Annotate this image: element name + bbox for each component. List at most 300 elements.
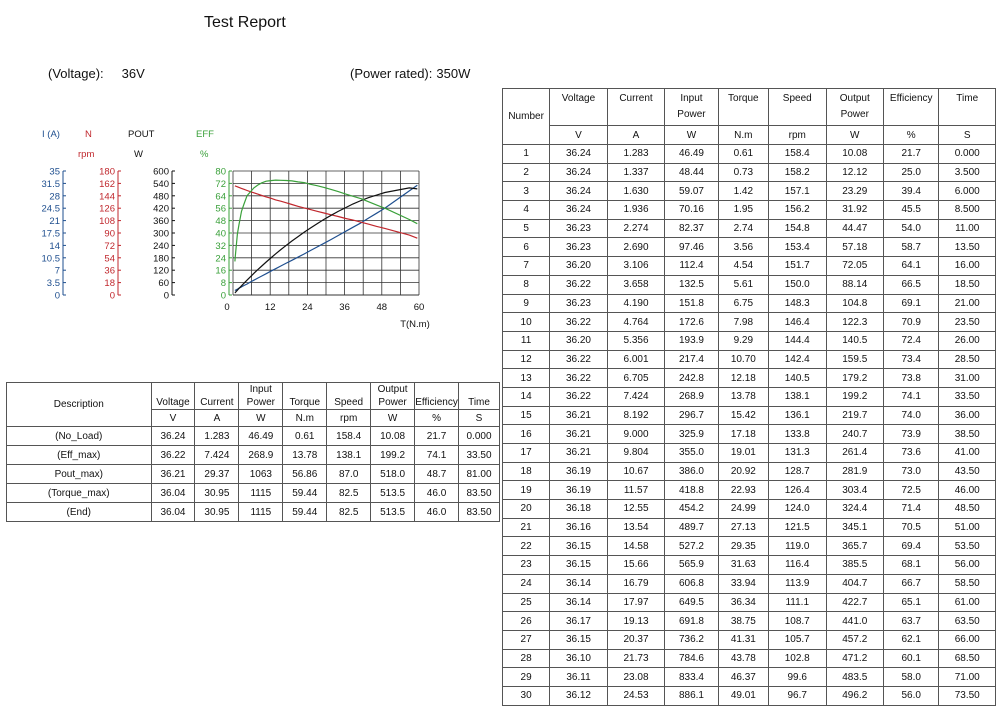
summary-cell: Pout_max) xyxy=(7,465,152,484)
data-cell: 70.16 xyxy=(665,201,718,220)
eff-tick-label: 48 xyxy=(215,216,226,228)
data-cell: 36.10 xyxy=(550,649,608,668)
data-cell: 105.7 xyxy=(768,630,826,649)
current-tick-label: 14 xyxy=(49,240,60,252)
speed-axis-unit: rpm xyxy=(78,149,95,160)
data-cell: 1.630 xyxy=(607,182,665,201)
data-cell: 10.67 xyxy=(607,462,665,481)
data-cell: 68.1 xyxy=(884,556,939,575)
summary-cell: 59.44 xyxy=(283,503,327,522)
data-cell: 140.5 xyxy=(768,369,826,388)
data-cell: 46.37 xyxy=(718,668,768,687)
test-data-table xyxy=(502,88,996,706)
summary-unit-7: % xyxy=(415,410,459,427)
pout-tick-label: 120 xyxy=(153,265,169,277)
data-cell: 281.9 xyxy=(826,462,884,481)
data-cell: 69.4 xyxy=(884,537,939,556)
data-cell: 25.0 xyxy=(884,163,939,182)
summary-header-0: Description xyxy=(7,383,152,427)
data-cell: 3 xyxy=(503,182,550,201)
data-cell: 121.5 xyxy=(768,518,826,537)
data-cell: 104.8 xyxy=(826,294,884,313)
data-cell: 88.14 xyxy=(826,275,884,294)
data-cell: 33.50 xyxy=(939,387,996,406)
data-cell: 62.1 xyxy=(884,630,939,649)
speed-tick-label: 72 xyxy=(104,240,115,252)
current-tick-label: 31.5 xyxy=(41,178,60,190)
data-cell: 18 xyxy=(503,462,550,481)
data-cell: 82.37 xyxy=(665,219,718,238)
table-row xyxy=(503,574,996,593)
data-unit-1: V xyxy=(550,126,608,145)
data-cell: 148.3 xyxy=(768,294,826,313)
data-cell: 58.0 xyxy=(884,668,939,687)
data-cell: 496.2 xyxy=(826,686,884,705)
data-cell: 11 xyxy=(503,331,550,350)
table-row xyxy=(503,630,996,649)
data-cell: 483.5 xyxy=(826,668,884,687)
summary-cell: 30.95 xyxy=(195,484,239,503)
data-cell: 74.1 xyxy=(884,387,939,406)
data-cell: 6 xyxy=(503,238,550,257)
data-cell: 24.53 xyxy=(607,686,665,705)
summary-unit-5: rpm xyxy=(327,410,371,427)
data-cell: 53.50 xyxy=(939,537,996,556)
summary-header-8: Time xyxy=(459,383,500,410)
summary-unit-8: S xyxy=(459,410,500,427)
data-header-1: Voltage xyxy=(550,89,608,126)
data-cell: 0.000 xyxy=(939,145,996,164)
data-cell: 51.00 xyxy=(939,518,996,537)
data-cell: 38.50 xyxy=(939,425,996,444)
pout-tick-label: 540 xyxy=(153,178,169,190)
data-cell: 36.15 xyxy=(550,537,608,556)
data-cell: 73.0 xyxy=(884,462,939,481)
data-cell: 116.4 xyxy=(768,556,826,575)
table-row xyxy=(7,427,500,446)
summary-cell: 56.86 xyxy=(283,465,327,484)
table-row xyxy=(7,503,500,522)
summary-header-5: Speed xyxy=(327,383,371,410)
table-row xyxy=(503,556,996,575)
summary-cell: (Eff_max) xyxy=(7,446,152,465)
data-cell: 8.192 xyxy=(607,406,665,425)
data-cell: 73.4 xyxy=(884,350,939,369)
performance-chart xyxy=(0,120,440,340)
summary-cell: 46.0 xyxy=(415,503,459,522)
data-unit-2: A xyxy=(607,126,665,145)
data-header-6: Output Power xyxy=(826,89,884,126)
pout-tick-label: 360 xyxy=(153,216,169,228)
summary-cell: 87.0 xyxy=(327,465,371,484)
summary-cell: 0.61 xyxy=(283,427,327,446)
data-cell: 36.21 xyxy=(550,444,608,463)
data-cell: 261.4 xyxy=(826,444,884,463)
data-cell: 59.07 xyxy=(665,182,718,201)
data-cell: 296.7 xyxy=(665,406,718,425)
x-tick-label: 60 xyxy=(413,302,425,313)
data-cell: 16.79 xyxy=(607,574,665,593)
data-cell: 112.4 xyxy=(665,257,718,276)
data-cell: 29.35 xyxy=(718,537,768,556)
data-cell: 833.4 xyxy=(665,668,718,687)
data-cell: 16 xyxy=(503,425,550,444)
data-cell: 20.37 xyxy=(607,630,665,649)
data-cell: 4.54 xyxy=(718,257,768,276)
summary-cell: 513.5 xyxy=(371,484,415,503)
data-cell: 128.7 xyxy=(768,462,826,481)
summary-cell: 48.7 xyxy=(415,465,459,484)
data-cell: 11.00 xyxy=(939,219,996,238)
data-cell: 73.50 xyxy=(939,686,996,705)
data-cell: 28.50 xyxy=(939,350,996,369)
data-cell: 126.4 xyxy=(768,481,826,500)
data-cell: 31.00 xyxy=(939,369,996,388)
data-unit-5: rpm xyxy=(768,126,826,145)
data-cell: 140.5 xyxy=(826,331,884,350)
data-cell: 12.12 xyxy=(826,163,884,182)
data-cell: 33.94 xyxy=(718,574,768,593)
summary-unit-4: N.m xyxy=(283,410,327,427)
data-cell: 24.99 xyxy=(718,500,768,519)
table-row xyxy=(503,649,996,668)
data-cell: 355.0 xyxy=(665,444,718,463)
data-cell: 56.00 xyxy=(939,556,996,575)
data-cell: 26.00 xyxy=(939,331,996,350)
data-cell: 36.12 xyxy=(550,686,608,705)
eff-tick-label: 72 xyxy=(215,178,226,190)
data-cell: 9.000 xyxy=(607,425,665,444)
data-cell: 20 xyxy=(503,500,550,519)
data-cell: 36.22 xyxy=(550,369,608,388)
data-cell: 3.658 xyxy=(607,275,665,294)
data-cell: 73.8 xyxy=(884,369,939,388)
data-cell: 151.7 xyxy=(768,257,826,276)
data-cell: 26 xyxy=(503,612,550,631)
data-cell: 36.20 xyxy=(550,331,608,350)
data-cell: 21.73 xyxy=(607,649,665,668)
data-cell: 5.61 xyxy=(718,275,768,294)
data-cell: 133.8 xyxy=(768,425,826,444)
data-cell: 56.0 xyxy=(884,686,939,705)
summary-cell: 1115 xyxy=(239,503,283,522)
data-cell: 132.5 xyxy=(665,275,718,294)
table-row xyxy=(7,446,500,465)
speed-tick-label: 0 xyxy=(109,290,115,302)
data-cell: 45.5 xyxy=(884,201,939,220)
data-cell: 36.24 xyxy=(550,201,608,220)
x-tick-label: 24 xyxy=(302,302,313,313)
data-cell: 14.58 xyxy=(607,537,665,556)
data-cell: 119.0 xyxy=(768,537,826,556)
data-cell: 303.4 xyxy=(826,481,884,500)
speed-tick-label: 54 xyxy=(104,253,115,265)
data-cell: 22 xyxy=(503,537,550,556)
data-cell: 23.29 xyxy=(826,182,884,201)
current-tick-label: 7 xyxy=(54,265,60,277)
data-cell: 15 xyxy=(503,406,550,425)
data-unit-3: W xyxy=(665,126,718,145)
table-row xyxy=(503,406,996,425)
data-cell: 159.5 xyxy=(826,350,884,369)
data-cell: 1 xyxy=(503,145,550,164)
table-row xyxy=(503,612,996,631)
summary-header-row xyxy=(7,383,500,410)
data-cell: 12.55 xyxy=(607,500,665,519)
data-cell: 144.4 xyxy=(768,331,826,350)
data-cell: 25 xyxy=(503,593,550,612)
summary-cell: 518.0 xyxy=(371,465,415,484)
speed-tick-label: 36 xyxy=(104,265,115,277)
table-row xyxy=(503,350,996,369)
data-cell: 97.46 xyxy=(665,238,718,257)
data-cell: 158.4 xyxy=(768,145,826,164)
summary-unit-6: W xyxy=(371,410,415,427)
data-cell: 71.00 xyxy=(939,668,996,687)
summary-cell: (End) xyxy=(7,503,152,522)
data-cell: 240.7 xyxy=(826,425,884,444)
data-cell: 441.0 xyxy=(826,612,884,631)
pout-tick-label: 420 xyxy=(153,203,169,215)
summary-cell: 36.24 xyxy=(151,427,195,446)
summary-cell: 1115 xyxy=(239,484,283,503)
data-cell: 41.00 xyxy=(939,444,996,463)
data-cell: 36.19 xyxy=(550,481,608,500)
data-cell: 242.8 xyxy=(665,369,718,388)
summary-cell: 513.5 xyxy=(371,503,415,522)
data-cell: 23.08 xyxy=(607,668,665,687)
data-cell: 8.500 xyxy=(939,201,996,220)
data-cell: 19.01 xyxy=(718,444,768,463)
pout-tick-label: 300 xyxy=(153,228,169,240)
data-cell: 28 xyxy=(503,649,550,668)
data-cell: 48.44 xyxy=(665,163,718,182)
current-axis-header: I (A) xyxy=(42,129,60,140)
data-cell: 4.764 xyxy=(607,313,665,332)
data-cell: 2.274 xyxy=(607,219,665,238)
data-cell: 365.7 xyxy=(826,537,884,556)
speed-tick-label: 90 xyxy=(104,228,115,240)
summary-cell: 83.50 xyxy=(459,484,500,503)
x-tick-label: 12 xyxy=(264,302,276,313)
summary-cell: 82.5 xyxy=(327,484,371,503)
data-cell: 158.2 xyxy=(768,163,826,182)
speed-tick-label: 108 xyxy=(99,216,115,228)
data-cell: 30 xyxy=(503,686,550,705)
table-row xyxy=(503,387,996,406)
x-tick-label: 48 xyxy=(376,302,388,313)
data-cell: 69.1 xyxy=(884,294,939,313)
data-cell: 36.21 xyxy=(550,406,608,425)
page-title: Test Report xyxy=(204,14,286,31)
voltage-label: (Voltage): xyxy=(48,66,104,81)
x-tick-label: 36 xyxy=(339,302,350,313)
data-cell: 43.78 xyxy=(718,649,768,668)
table-row xyxy=(503,425,996,444)
summary-cell: (Torque_max) xyxy=(7,484,152,503)
data-cell: 73.6 xyxy=(884,444,939,463)
data-cell: 10 xyxy=(503,313,550,332)
summary-cell: 46.49 xyxy=(239,427,283,446)
table-row xyxy=(503,257,996,276)
summary-header-7: Efficiency xyxy=(415,383,459,410)
summary-cell: 21.7 xyxy=(415,427,459,446)
data-header-3: Input Power xyxy=(665,89,718,126)
data-cell: 64.1 xyxy=(884,257,939,276)
data-cell: 36.24 xyxy=(550,163,608,182)
data-cell: 217.4 xyxy=(665,350,718,369)
data-cell: 13.54 xyxy=(607,518,665,537)
data-cell: 72.5 xyxy=(884,481,939,500)
data-cell: 17 xyxy=(503,444,550,463)
data-header-row xyxy=(503,89,996,126)
data-cell: 404.7 xyxy=(826,574,884,593)
current-tick-label: 0 xyxy=(54,290,60,302)
data-cell: 7 xyxy=(503,257,550,276)
data-cell: 5 xyxy=(503,219,550,238)
data-header-0: Number xyxy=(503,89,550,145)
data-cell: 36.23 xyxy=(550,294,608,313)
data-cell: 58.50 xyxy=(939,574,996,593)
data-cell: 36.18 xyxy=(550,500,608,519)
data-cell: 10.08 xyxy=(826,145,884,164)
summary-cell: 36.04 xyxy=(151,503,195,522)
data-cell: 27 xyxy=(503,630,550,649)
data-cell: 19.13 xyxy=(607,612,665,631)
current-tick-label: 24.5 xyxy=(41,203,60,215)
data-cell: 20.92 xyxy=(718,462,768,481)
summary-cell: 158.4 xyxy=(327,427,371,446)
data-cell: 36.23 xyxy=(550,219,608,238)
data-cell: 24 xyxy=(503,574,550,593)
table-row xyxy=(503,686,996,705)
summary-cell: 74.1 xyxy=(415,446,459,465)
summary-cell: 29.37 xyxy=(195,465,239,484)
data-cell: 386.0 xyxy=(665,462,718,481)
data-cell: 6.001 xyxy=(607,350,665,369)
data-cell: 489.7 xyxy=(665,518,718,537)
data-cell: 345.1 xyxy=(826,518,884,537)
data-cell: 36.20 xyxy=(550,257,608,276)
summary-header-6: Output Power xyxy=(371,383,415,410)
data-cell: 8 xyxy=(503,275,550,294)
data-cell: 46.00 xyxy=(939,481,996,500)
data-cell: 71.4 xyxy=(884,500,939,519)
table-row xyxy=(7,484,500,503)
summary-unit-2: A xyxy=(195,410,239,427)
data-cell: 136.1 xyxy=(768,406,826,425)
table-row xyxy=(503,201,996,220)
data-cell: 46.49 xyxy=(665,145,718,164)
data-cell: 124.0 xyxy=(768,500,826,519)
data-cell: 68.50 xyxy=(939,649,996,668)
data-cell: 4 xyxy=(503,201,550,220)
eff-tick-label: 0 xyxy=(220,290,226,302)
data-cell: 96.7 xyxy=(768,686,826,705)
data-cell: 0.73 xyxy=(718,163,768,182)
table-row xyxy=(503,313,996,332)
data-cell: 6.705 xyxy=(607,369,665,388)
data-cell: 15.42 xyxy=(718,406,768,425)
data-cell: 22.93 xyxy=(718,481,768,500)
data-cell: 99.6 xyxy=(768,668,826,687)
data-cell: 9.804 xyxy=(607,444,665,463)
data-cell: 23.50 xyxy=(939,313,996,332)
summary-header-3: Input Power xyxy=(239,383,283,410)
table-row xyxy=(503,369,996,388)
data-cell: 48.50 xyxy=(939,500,996,519)
summary-cell: 199.2 xyxy=(371,446,415,465)
power-rated-label: (Power rated): xyxy=(350,66,433,81)
data-header-5: Speed xyxy=(768,89,826,126)
data-cell: 18.50 xyxy=(939,275,996,294)
data-unit-8: S xyxy=(939,126,996,145)
data-cell: 21 xyxy=(503,518,550,537)
data-cell: 736.2 xyxy=(665,630,718,649)
data-cell: 6.000 xyxy=(939,182,996,201)
table-row xyxy=(503,182,996,201)
summary-header-2: Current xyxy=(195,383,239,410)
table-row xyxy=(503,238,996,257)
data-cell: 13.78 xyxy=(718,387,768,406)
summary-unit-1: V xyxy=(151,410,195,427)
data-cell: 36.21 xyxy=(550,425,608,444)
summary-cell: 138.1 xyxy=(327,446,371,465)
data-cell: 138.1 xyxy=(768,387,826,406)
data-cell: 3.500 xyxy=(939,163,996,182)
data-cell: 527.2 xyxy=(665,537,718,556)
data-cell: 0.61 xyxy=(718,145,768,164)
data-cell: 58.7 xyxy=(884,238,939,257)
data-cell: 150.0 xyxy=(768,275,826,294)
summary-cell: 82.5 xyxy=(327,503,371,522)
summary-cell: 1.283 xyxy=(195,427,239,446)
data-cell: 784.6 xyxy=(665,649,718,668)
data-cell: 16.00 xyxy=(939,257,996,276)
data-cell: 36.00 xyxy=(939,406,996,425)
current-tick-label: 35 xyxy=(49,166,60,178)
data-cell: 44.47 xyxy=(826,219,884,238)
data-cell: 36.22 xyxy=(550,387,608,406)
data-cell: 2 xyxy=(503,163,550,182)
data-cell: 9.29 xyxy=(718,331,768,350)
data-cell: 7.424 xyxy=(607,387,665,406)
table-row xyxy=(503,500,996,519)
summary-cell: 83.50 xyxy=(459,503,500,522)
data-cell: 151.8 xyxy=(665,294,718,313)
data-header-2: Current xyxy=(607,89,665,126)
eff-tick-label: 40 xyxy=(215,228,226,240)
data-cell: 36.34 xyxy=(718,593,768,612)
data-cell: 649.5 xyxy=(665,593,718,612)
table-row xyxy=(503,331,996,350)
data-cell: 122.3 xyxy=(826,313,884,332)
pout-tick-label: 480 xyxy=(153,191,169,203)
data-header-7: Efficiency xyxy=(884,89,939,126)
data-cell: 154.8 xyxy=(768,219,826,238)
data-cell: 31.92 xyxy=(826,201,884,220)
data-cell: 6.75 xyxy=(718,294,768,313)
pout-axis-unit: W xyxy=(134,149,143,160)
data-cell: 60.1 xyxy=(884,649,939,668)
data-cell: 172.6 xyxy=(665,313,718,332)
eff-axis-unit: % xyxy=(200,149,209,160)
summary-table xyxy=(6,382,500,522)
x-axis-label: T(N.m) xyxy=(400,319,430,330)
data-cell: 31.63 xyxy=(718,556,768,575)
data-cell: 74.0 xyxy=(884,406,939,425)
data-cell: 1.337 xyxy=(607,163,665,182)
